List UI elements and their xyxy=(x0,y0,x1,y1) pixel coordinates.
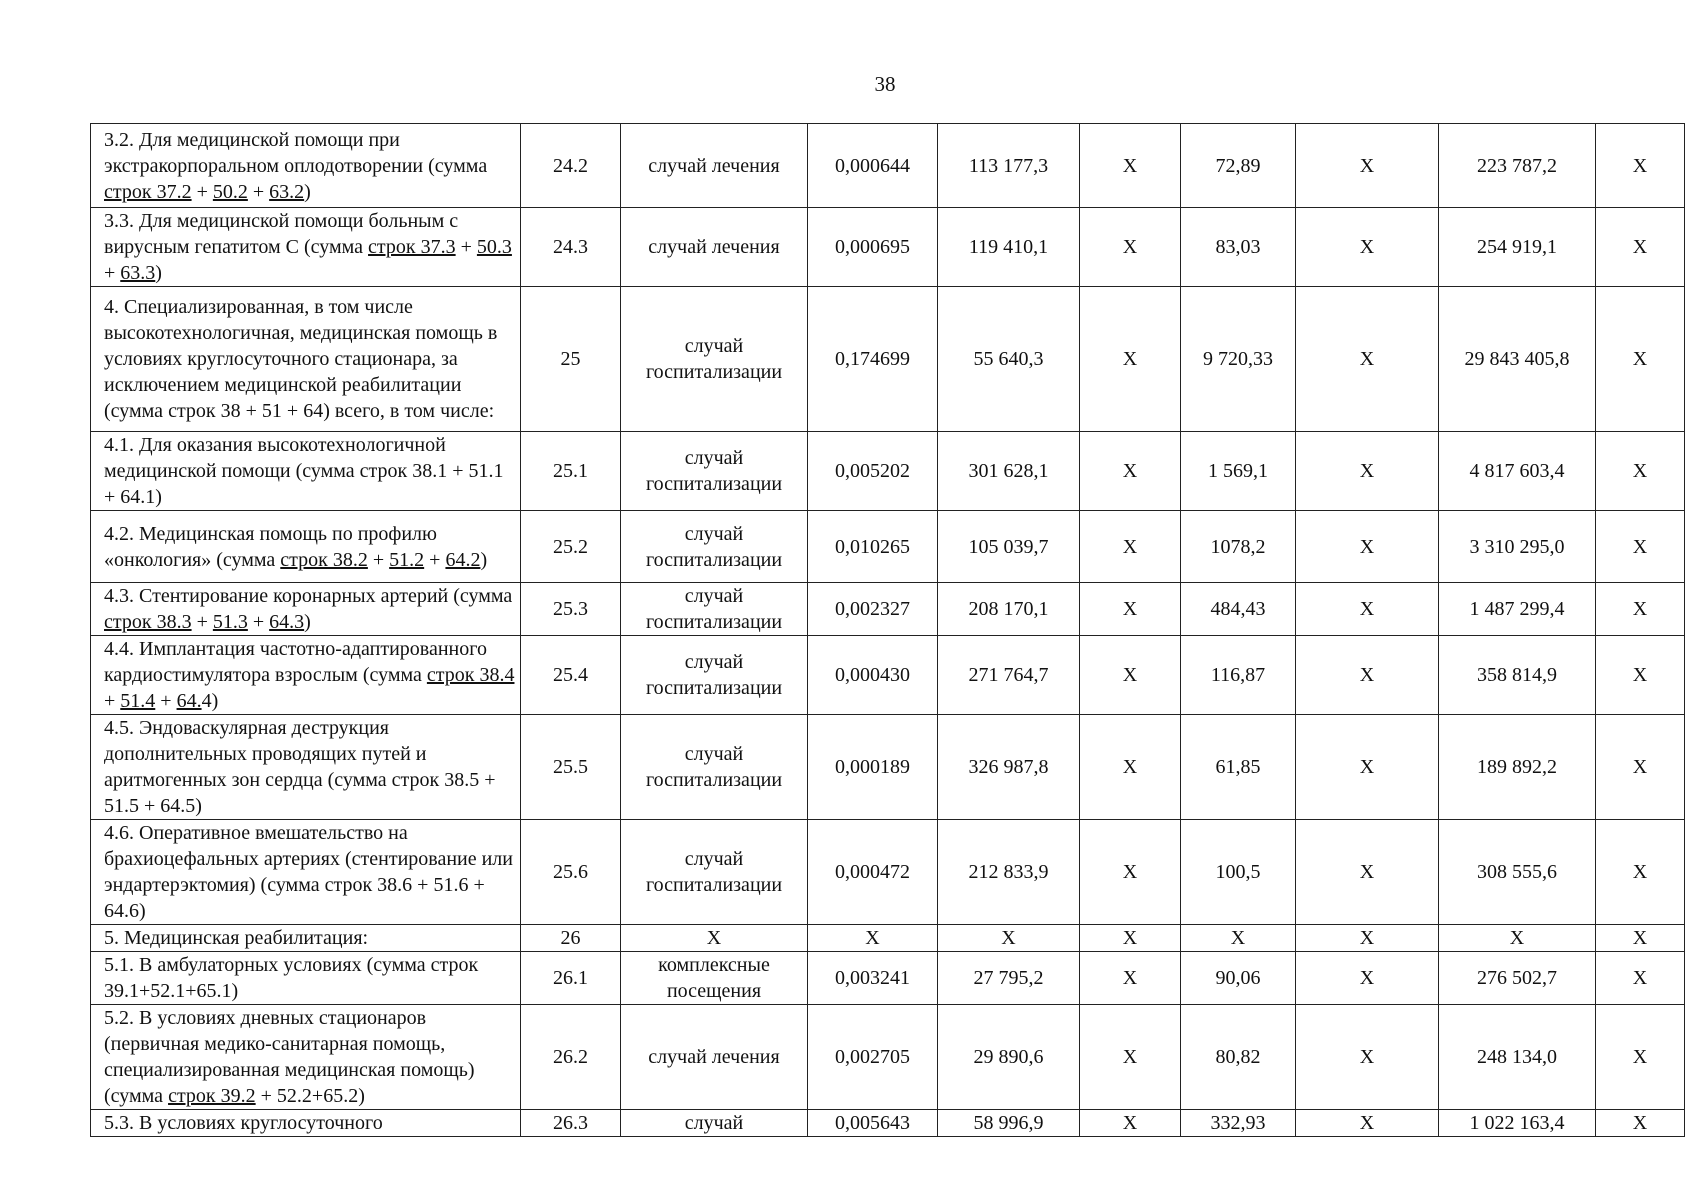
row-number-cell: 24.2 xyxy=(521,124,621,208)
row-reference-link: 51.3 xyxy=(212,611,248,633)
row-reference-link: 51.2 xyxy=(389,548,425,571)
col10-cell: X xyxy=(1596,287,1685,432)
col6-cell: X xyxy=(1080,287,1181,432)
col6-cell: X xyxy=(1080,952,1181,1005)
col6-cell: X xyxy=(1080,124,1181,208)
cost-cell: 326 987,8 xyxy=(938,715,1080,820)
row-name-text: 5.2. В условиях дневных стационаров (первичная медико-санитарная помощь, специализированная медицинская помощь) (сумма xyxy=(104,1007,475,1107)
col9-cell: 3 310 295,0 xyxy=(1439,511,1596,583)
col8-cell: X xyxy=(1296,124,1439,208)
unit-cell: случай госпитализации xyxy=(621,583,808,636)
col7-cell: 1 569,1 xyxy=(1181,432,1296,511)
col6-cell: X xyxy=(1080,432,1181,511)
row-number-cell: 25 xyxy=(521,287,621,432)
row-name-text: 5.3. В условиях круглосуточного xyxy=(104,1112,383,1134)
row-number-cell: 25.4 xyxy=(521,636,621,715)
col7-cell: 90,06 xyxy=(1181,952,1296,1005)
norm-cell: 0,000644 xyxy=(808,124,938,208)
row-name-text: + xyxy=(455,236,477,258)
table-row xyxy=(91,1110,1685,1137)
col7-cell: X xyxy=(1181,925,1296,952)
unit-cell: случай госпитализации xyxy=(621,715,808,820)
row-number-cell: 25.2 xyxy=(521,511,621,583)
col7-cell: 100,5 xyxy=(1181,820,1296,925)
col10-cell: X xyxy=(1596,636,1685,715)
col7-cell: 9 720,33 xyxy=(1181,287,1296,432)
table-row xyxy=(91,287,1685,432)
col9-cell: 4 817 603,4 xyxy=(1439,432,1596,511)
row-reference-link: строк 38.2 xyxy=(280,548,368,571)
row-reference-link: 63.2 xyxy=(269,180,305,203)
col10-cell: X xyxy=(1596,715,1685,820)
row-name-text: 4.2. Медицинская помощь по профилю «онкология» (сумма xyxy=(104,522,437,571)
col10-cell: X xyxy=(1596,1005,1685,1110)
tariff-table xyxy=(90,123,1685,1137)
col8-cell: X xyxy=(1296,1110,1439,1137)
col7-cell: 484,43 xyxy=(1181,583,1296,636)
col6-cell: X xyxy=(1080,925,1181,952)
unit-cell: случай госпитализации xyxy=(621,511,808,583)
unit-cell: случай лечения xyxy=(621,1005,808,1110)
cost-cell: 55 640,3 xyxy=(938,287,1080,432)
row-reference-link: строк 38.3 xyxy=(104,611,192,633)
cost-cell: 113 177,3 xyxy=(938,124,1080,208)
norm-cell: 0,000472 xyxy=(808,820,938,925)
row-reference-link: 50.3 xyxy=(476,236,512,258)
col10-cell: X xyxy=(1596,952,1685,1005)
col7-cell: 83,03 xyxy=(1181,208,1296,287)
row-number-cell: 25.5 xyxy=(521,715,621,820)
cost-cell: 119 410,1 xyxy=(938,208,1080,287)
norm-cell: 0,000189 xyxy=(808,715,938,820)
row-number-cell: 25.6 xyxy=(521,820,621,925)
norm-cell: 0,010265 xyxy=(808,511,938,583)
norm-cell: 0,002327 xyxy=(808,583,938,636)
row-name-text: ) xyxy=(480,548,488,571)
col6-cell: X xyxy=(1080,1110,1181,1137)
row-number-cell: 25.1 xyxy=(521,432,621,511)
col9-cell: 1 022 163,4 xyxy=(1439,1110,1596,1137)
row-reference-link: строк 39.2 xyxy=(168,1085,256,1107)
row-name-text: 4.4. Имплантация частотно-адаптированного кардиостимулятора взрослым (сумма xyxy=(104,638,487,686)
col7-cell: 332,93 xyxy=(1181,1110,1296,1137)
unit-cell: случай госпитализации xyxy=(621,432,808,511)
col10-cell: X xyxy=(1596,511,1685,583)
cost-cell: 105 039,7 xyxy=(938,511,1080,583)
row-reference-link: строк 37.2 xyxy=(104,180,192,203)
norm-cell: 0,000430 xyxy=(808,636,938,715)
row-name-cell xyxy=(91,636,521,715)
row-reference-link: 64. xyxy=(176,690,202,712)
table-row xyxy=(91,952,1685,1005)
row-name-text: ) xyxy=(155,262,162,284)
row-number-cell: 26 xyxy=(521,925,621,952)
row-name-cell xyxy=(91,511,521,583)
col6-cell: X xyxy=(1080,1005,1181,1110)
col9-cell: 358 814,9 xyxy=(1439,636,1596,715)
row-name-text: 4.6. Оперативное вмешательство на брахиоцефальных артериях (стентирование или эндартерэктомия) (сумма строк 38.6 + 51.6 + 64.6) xyxy=(104,822,513,922)
unit-cell: случай xyxy=(621,1110,808,1137)
cost-cell: 301 628,1 xyxy=(938,432,1080,511)
cost-cell: 208 170,1 xyxy=(938,583,1080,636)
norm-cell: X xyxy=(808,925,938,952)
cost-cell: X xyxy=(938,925,1080,952)
row-name-text: + xyxy=(367,548,390,571)
row-name-cell xyxy=(91,952,521,1005)
row-name-text: + 52.2+65.2) xyxy=(255,1085,365,1107)
row-name-text: 4) xyxy=(201,690,219,712)
row-name-text: 4.5. Эндоваскулярная деструкция дополнительных проводящих путей и аритмогенных зон сердца (сумма строк 38.5 + 51.5 + 64.5) xyxy=(104,717,496,817)
unit-cell: случай лечения xyxy=(621,208,808,287)
unit-cell: X xyxy=(621,925,808,952)
page-number: 38 xyxy=(874,72,896,96)
row-reference-link: 63.3 xyxy=(120,262,156,284)
row-name-text: ) xyxy=(304,180,311,203)
col8-cell: X xyxy=(1296,287,1439,432)
cost-cell: 212 833,9 xyxy=(938,820,1080,925)
cost-cell: 29 890,6 xyxy=(938,1005,1080,1110)
row-name-cell xyxy=(91,124,521,208)
row-name-text: 4. Специализированная, в том числе высокотехнологичная, медицинская помощь в условиях круглосуточного стационара, за исключением медицинской реабилитации (сумма строк 38 + 51 + 64) всего, в том числе: xyxy=(104,296,498,422)
cost-cell: 271 764,7 xyxy=(938,636,1080,715)
row-name-cell xyxy=(91,208,521,287)
col8-cell: X xyxy=(1296,432,1439,511)
col10-cell: X xyxy=(1596,432,1685,511)
cost-cell: 58 996,9 xyxy=(938,1110,1080,1137)
col9-cell: 276 502,7 xyxy=(1439,952,1596,1005)
row-name-text: 4.3. Стентирование коронарных артерий (сумма xyxy=(104,585,513,607)
col6-cell: X xyxy=(1080,511,1181,583)
unit-cell: случай госпитализации xyxy=(621,287,808,432)
table-row xyxy=(91,583,1685,636)
table-row xyxy=(91,511,1685,583)
table-row xyxy=(91,925,1685,952)
col9-cell: 223 787,2 xyxy=(1439,124,1596,208)
norm-cell: 0,002705 xyxy=(808,1005,938,1110)
row-name-text: + xyxy=(247,180,270,203)
cost-cell: 27 795,2 xyxy=(938,952,1080,1005)
col9-cell: X xyxy=(1439,925,1596,952)
col7-cell: 1078,2 xyxy=(1181,511,1296,583)
col7-cell: 72,89 xyxy=(1181,124,1296,208)
norm-cell: 0,005202 xyxy=(808,432,938,511)
col8-cell: X xyxy=(1296,511,1439,583)
col8-cell: X xyxy=(1296,925,1439,952)
col8-cell: X xyxy=(1296,208,1439,287)
row-name-cell xyxy=(91,287,521,432)
row-number-cell: 24.3 xyxy=(521,208,621,287)
col9-cell: 308 555,6 xyxy=(1439,820,1596,925)
row-reference-link: 64.2 xyxy=(445,548,481,571)
row-name-cell xyxy=(91,432,521,511)
table-row xyxy=(91,1005,1685,1110)
col8-cell: X xyxy=(1296,952,1439,1005)
col7-cell: 116,87 xyxy=(1181,636,1296,715)
row-number-cell: 26.1 xyxy=(521,952,621,1005)
row-name-cell xyxy=(91,820,521,925)
row-name-text: + xyxy=(104,262,121,284)
unit-cell: случай госпитализации xyxy=(621,636,808,715)
col9-cell: 189 892,2 xyxy=(1439,715,1596,820)
norm-cell: 0,174699 xyxy=(808,287,938,432)
col7-cell: 80,82 xyxy=(1181,1005,1296,1110)
norm-cell: 0,005643 xyxy=(808,1110,938,1137)
col6-cell: X xyxy=(1080,820,1181,925)
col10-cell: X xyxy=(1596,208,1685,287)
row-name-text: 3.2. Для медицинской помощи при экстракорпоральном оплодотворении (сумма xyxy=(104,128,488,177)
row-reference-link: 50.2 xyxy=(212,180,248,203)
unit-cell: случай лечения xyxy=(621,124,808,208)
row-name-text: + xyxy=(191,180,213,203)
col6-cell: X xyxy=(1080,715,1181,820)
norm-cell: 0,003241 xyxy=(808,952,938,1005)
col10-cell: X xyxy=(1596,583,1685,636)
col6-cell: X xyxy=(1080,583,1181,636)
row-reference-link: строк 38.4 xyxy=(426,664,515,686)
col8-cell: X xyxy=(1296,636,1439,715)
row-name-cell xyxy=(91,925,521,952)
norm-cell: 0,000695 xyxy=(808,208,938,287)
col8-cell: X xyxy=(1296,1005,1439,1110)
row-name-text: 5.1. В амбулаторных условиях (сумма строк 39.1+52.1+65.1) xyxy=(104,954,479,1002)
row-name-text: + xyxy=(155,690,177,712)
col6-cell: X xyxy=(1080,636,1181,715)
col10-cell: X xyxy=(1596,820,1685,925)
col9-cell: 1 487 299,4 xyxy=(1439,583,1596,636)
row-name-text: + xyxy=(424,548,446,571)
row-number-cell: 26.3 xyxy=(521,1110,621,1137)
row-name-cell xyxy=(91,1110,521,1137)
table-row xyxy=(91,124,1685,208)
col8-cell: X xyxy=(1296,583,1439,636)
row-name-cell xyxy=(91,1005,521,1110)
col8-cell: X xyxy=(1296,820,1439,925)
col9-cell: 248 134,0 xyxy=(1439,1005,1596,1110)
row-number-cell: 26.2 xyxy=(521,1005,621,1110)
row-name-text: 5. Медицинская реабилитация: xyxy=(104,927,369,949)
col9-cell: 254 919,1 xyxy=(1439,208,1596,287)
table-row xyxy=(91,208,1685,287)
row-name-text: ) xyxy=(304,611,311,633)
row-name-text: + xyxy=(191,611,213,633)
row-name-text: + xyxy=(104,690,121,712)
row-name-text: + xyxy=(247,611,270,633)
col7-cell: 61,85 xyxy=(1181,715,1296,820)
table-row xyxy=(91,820,1685,925)
row-name-cell xyxy=(91,715,521,820)
col6-cell: X xyxy=(1080,208,1181,287)
row-reference-link: 64.3 xyxy=(269,611,305,633)
table-row xyxy=(91,432,1685,511)
row-number-cell: 25.3 xyxy=(521,583,621,636)
row-reference-link: 51.4 xyxy=(120,690,156,712)
row-reference-link: строк 37.3 xyxy=(368,236,456,258)
col10-cell: X xyxy=(1596,124,1685,208)
row-name-cell xyxy=(91,583,521,636)
col8-cell: X xyxy=(1296,715,1439,820)
row-name-text: 3.3. Для медицинской помощи больным с вирусным гепатитом С (сумма xyxy=(104,210,459,258)
unit-cell: комплексные посещения xyxy=(621,952,808,1005)
unit-cell: случай госпитализации xyxy=(621,820,808,925)
col9-cell: 29 843 405,8 xyxy=(1439,287,1596,432)
col10-cell: X xyxy=(1596,1110,1685,1137)
col10-cell: X xyxy=(1596,925,1685,952)
row-name-text: 4.1. Для оказания высокотехнологичной медицинской помощи (сумма строк 38.1 + 51.1 + 64.1) xyxy=(104,434,504,508)
table-row xyxy=(91,636,1685,715)
table-row xyxy=(91,715,1685,820)
